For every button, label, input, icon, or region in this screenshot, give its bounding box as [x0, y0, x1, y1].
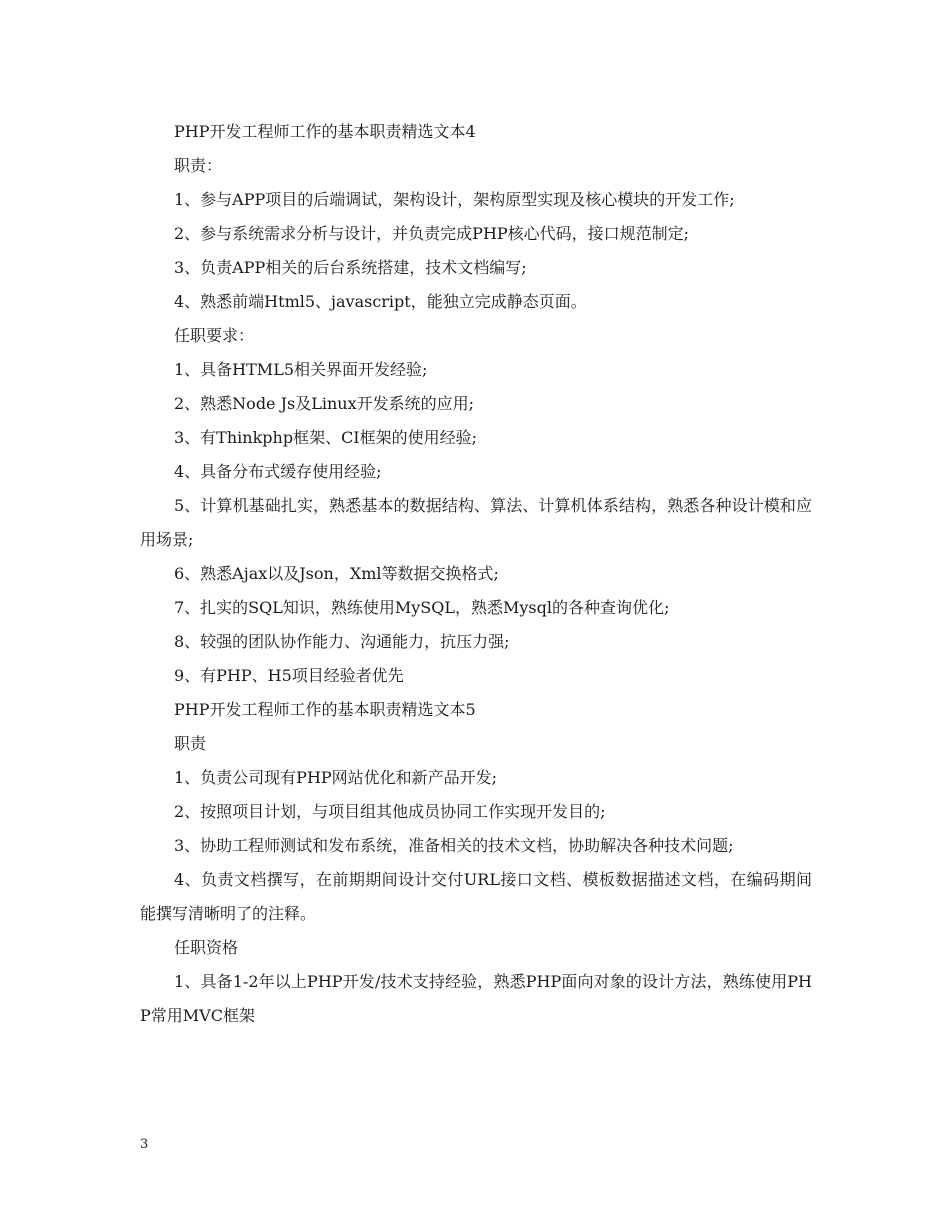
page-number: 3: [140, 1137, 149, 1152]
paragraph: 职责：: [174, 156, 223, 175]
paragraph: 1、具备HTML5相关界面开发经验;: [174, 360, 428, 379]
paragraph: 6、熟悉Ajax以及Json，Xml等数据交换格式;: [174, 564, 499, 583]
document-body: [140, 115, 812, 1033]
paragraph: 3、有Thinkphp框架、CI框架的使用经验;: [174, 428, 478, 447]
paragraph: 1、负责公司现有PHP网站优化和新产品开发;: [174, 768, 498, 787]
paragraph: 任职要求：: [174, 326, 255, 345]
paragraph: 8、较强的团队协作能力、沟通能力，抗压力强;: [174, 632, 510, 651]
paragraph: 职责: [174, 734, 207, 753]
paragraph: 2、按照项目计划，与项目组其他成员协同工作实现开发目的;: [174, 802, 606, 821]
paragraph: 4、具备分布式缓存使用经验;: [174, 462, 382, 481]
section-title: PHP开发工程师工作的基本职责精选文本5: [174, 700, 476, 719]
paragraph: 9、有PHP、H5项目经验者优先: [174, 666, 404, 685]
paragraph: 5、计算机基础扎实，熟悉基本的数据结构、算法、计算机体系结构，熟悉各种设计模和应用场景;: [140, 496, 812, 549]
paragraph: 1、具备1-2年以上PHP开发/技术支持经验，熟悉PHP面向对象的设计方法，熟练使用PHP常用MVC框架: [140, 972, 812, 1025]
paragraph: 7、扎实的SQL知识，熟练使用MySQL，熟悉Mysql的各种查询优化;: [174, 598, 670, 617]
paragraph: 3、负责APP相关的后台系统搭建，技术文档编写;: [174, 258, 527, 277]
paragraph: 3、协助工程师测试和发布系统，准备相关的技术文档，协助解决各种技术问题;: [174, 836, 734, 855]
paragraph: 2、参与系统需求分析与设计，并负责完成PHP核心代码，接口规范制定;: [174, 224, 690, 243]
section-title: PHP开发工程师工作的基本职责精选文本4: [174, 122, 476, 141]
paragraph: 2、熟悉Node Js及Linux开发系统的应用;: [174, 394, 475, 413]
paragraph: 4、负责文档撰写，在前期期间设计交付URL接口文档、模板数据描述文档，在编码期间能撰写清晰明了的注释。: [140, 870, 812, 923]
paragraph: 任职资格: [174, 938, 239, 957]
paragraph: 4、熟悉前端Html5、javascript，能独立完成静态页面。: [174, 292, 587, 311]
paragraph: 1、参与APP项目的后端调试，架构设计，架构原型实现及核心模块的开发工作;: [174, 190, 735, 209]
